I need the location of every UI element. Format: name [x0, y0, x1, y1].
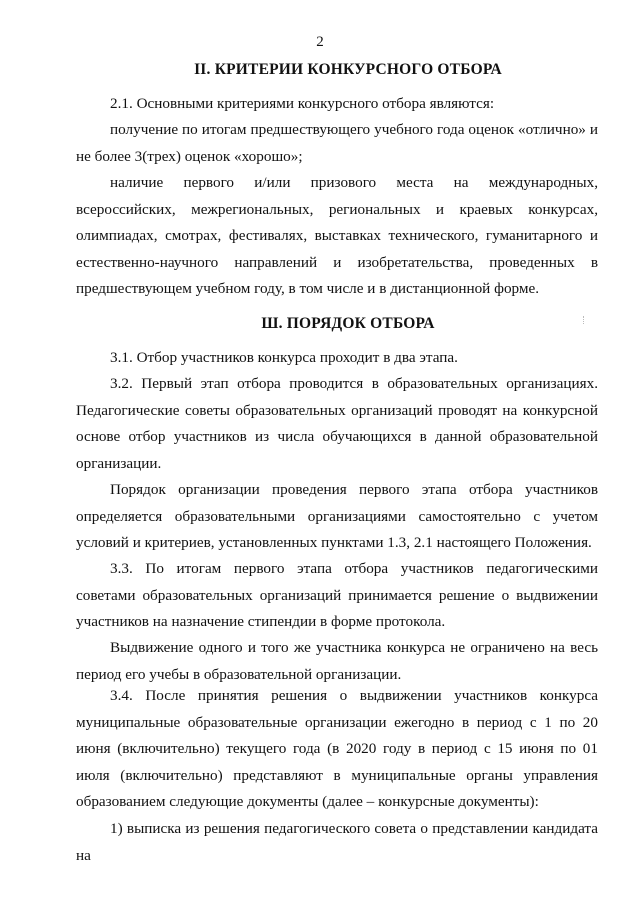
paragraph-3-2-order: Порядок организации проведения первого этапа отбора участников определяется образовательными организациями самостоятельно с учетом условий и критериев, установленных пунктами 1.3, 2.1 настоящего Положения. [76, 481, 598, 551]
page-number: 2 [316, 34, 324, 50]
paragraph-2-1-criterion-competitions: наличие первого и/или призового места на международных, всероссийских, межрегиональных, региональных и краевых конкурсах, олимпиадах, смотрах, фестивалях, выставках технического, гуманитарного и естественно-научного направлений и изобретательства, проведенных в предшествующем учебном году, в том числе и в дистанционной форме. [76, 174, 598, 297]
paragraph-3-2: 3.2. Первый этап отбора проводится в образовательных организациях. Педагогические советы образовательных организаций проводят на конкурсной основе отбор участников из числа обучающихся в данной образовательной организации. [76, 375, 598, 472]
paragraph-3-1: 3.1. Отбор участников конкурса проходит в два этапа. [110, 349, 458, 366]
section-2-heading: II. КРИТЕРИИ КОНКУРСНОГО ОТБОРА [194, 61, 502, 78]
paragraph-3-4-item-1: 1) выписка из решения педагогического совета о представлении кандидата на [76, 820, 598, 864]
section-3-heading: Ш. ПОРЯДОК ОТБОРА [261, 315, 435, 332]
paragraph-3-3-nomination: Выдвижение одного и того же участника конкурса не ограничено на весь период его учебы в образовательной организации. [76, 639, 598, 683]
paragraph-3-4: 3.4. После принятия решения о выдвижении участников конкурса муниципальные образовательные организации ежегодно в период с 1 по 20 июня (включительно) текущего года (в 2020 году в период с 15 июня по 01 июля (включительно) представляют в муниципальные органы управления образованием следующие документы (далее – конкурсные документы): [76, 687, 598, 810]
scan-artifact-mark [583, 316, 586, 324]
paragraph-2-1-criterion-grades: получение по итогам предшествующего учебного года оценок «отлично» и не более 3(трех) оценок «хорошо»; [76, 121, 598, 165]
paragraph-3-3: 3.3. По итогам первого этапа отбора участников педагогическими советами образовательных организаций принимается решение о выдвижении участников на назначение стипендии в форме протокола. [76, 560, 598, 630]
paragraph-2-1: 2.1. Основными критериями конкурсного отбора являются: [110, 95, 495, 112]
